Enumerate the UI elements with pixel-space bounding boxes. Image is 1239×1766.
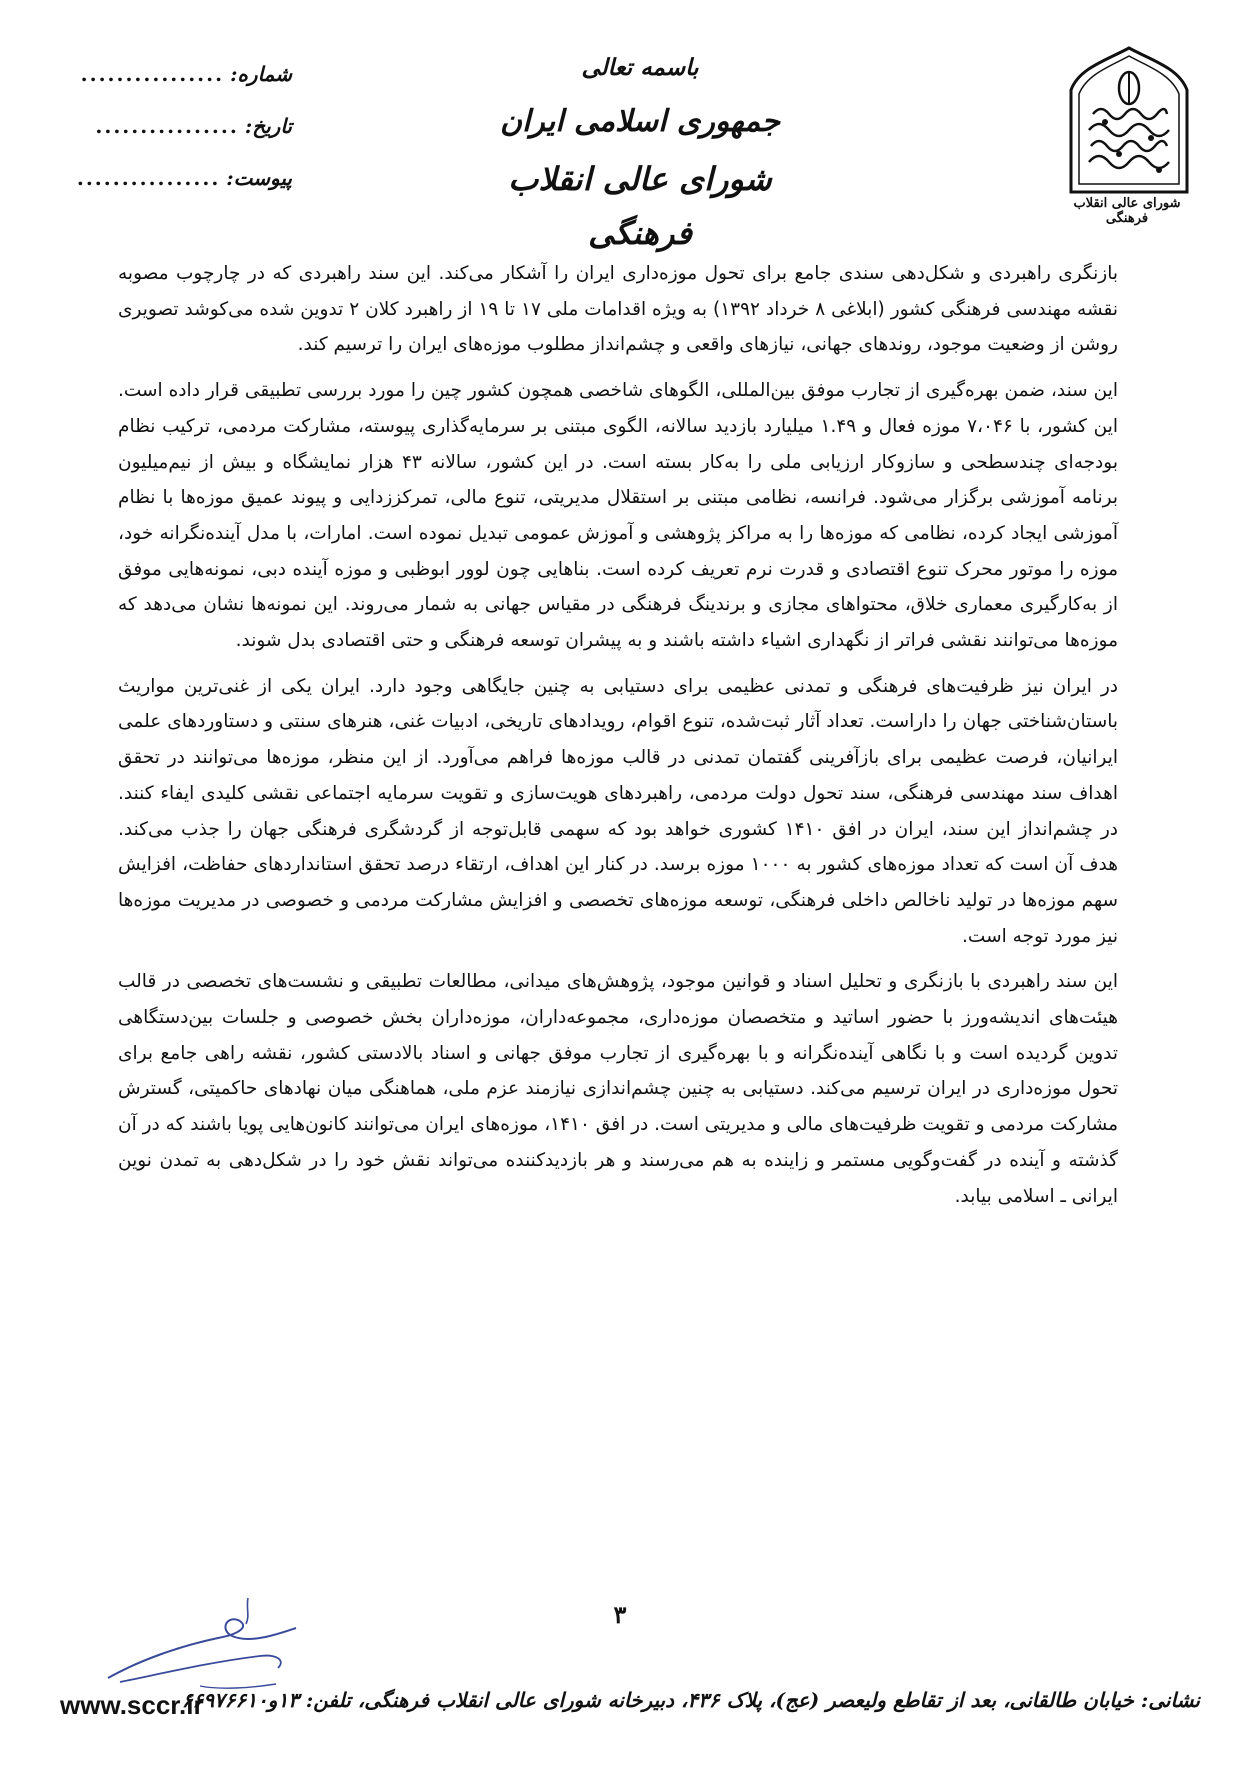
logo-caption: شورای عالی انقلاب فرهنگی: [1073, 196, 1181, 226]
meta-date-row: [52, 114, 292, 166]
council-heading: شورای عالی انقلاب فرهنگی: [508, 160, 772, 252]
body-paragraph-2: این سند، ضمن بهره‌گیری از تجارب موفق بین‌المللی، الگوهای شاخصی همچون کشور چین را مورد بررسی تطبیقی قرار داده است. این کشور، با ۷،۰۴۶ موزه فعال و ۱.۴۹ میلیارد بازدید سالانه، الگوی مبتنی بر سرمایه‌گذاری پیوسته، مشارکت مردمی، ترکیب نظام بودجه‌ای چندسطحی و سازوکار ارزیابی ملی را به‌کار بسته است. در این کشور، سالانه ۴۳ هزار نمایشگاه و بیش از نیم‌میلیون برنامه آموزشی برگزار می‌شود. فرانسه، نظامی مبتنی بر استقلال مدیریتی، تنوع مالی، تمرکززدایی و پیوند عمیق موزه‌ها با نظام آموزشی ایجاد کرده، نظامی که موزه‌ها را به مراکز پژوهشی و آموزش عمومی تبدیل نموده است. امارات، با مدل آینده‌نگرانه خود، موزه را موتور محرک تنوع اقتصادی و قدرت نرم تعریف کرده است. بناهایی چون لوور ابوظبی و موزه آینده دبی، نمونه‌هایی موفق از به‌کارگیری معماری خلاق، محتواهای مجازی و برندینگ فرهنگی در مقیاس جهانی به شمار می‌روند. این نمونه‌ها نشان می‌دهد که موزه‌ها می‌توانند نقشی فراتر از نگهداری اشیاء داشته باشند و به پیشران توسعه فرهنگی و حتی اقتصادی بدل شوند.: [118, 380, 1118, 652]
council-emblem-logo: [1059, 42, 1199, 222]
website-link[interactable]: www.sccr.ir: [60, 1690, 204, 1720]
letter-body: [118, 256, 1118, 1224]
body-paragraph-1: بازنگری راهبردی و شکل‌دهی سندی جامع برای تحول موزه‌داری ایران را آشکار می‌کند. این سند راهبردی که در چارچوب مصوبه نقشه مهندسی فرهنگی کشور (ابلاغی ۸ خرداد ۱۳۹۲) به ویژه اقدامات ملی ۱۷ تا ۱۹ از راهبرد کلان ۲ تدوین شده می‌کوشد تصویری روشن از وضعیت موجود، روندهای جهانی، نیازهای واقعی و چشم‌انداز مطلوب موزه‌های ایران را ترسیم کند.: [118, 263, 1118, 356]
republic-heading: جمهوری اسلامی ایران: [499, 104, 781, 139]
meta-attachment-label: پیوست:: [226, 166, 292, 190]
body-paragraph-4: این سند راهبردی با بازنگری و تحلیل اسناد و قوانین موجود، پژوهش‌های میدانی، مطالعات تطبیقی و نشست‌های تخصصی در قالب هیئت‌های اندیشه‌ورز با حضور اساتید و متخصصان موزه‌داری، مجموعه‌داران، موزه‌داران بخش خصوصی و جلسات بین‌دستگاهی تدوین گردیده است و با نگاهی آینده‌نگرانه و با بهره‌گیری از تجارب موفق جهانی و اسناد بالادستی کشور، نقشه راهی جامع برای تحول موزه‌داری در ایران ترسیم می‌کند. دستیابی به چنین چشم‌اندازی نیازمند عزم ملی، هماهنگی میان نهادهای حاکمیتی، گسترش مشارکت مردمی و تقویت ظرفیت‌های مالی و مدیریتی است. در افق ۱۴۱۰، موزه‌های ایران می‌توانند کانون‌هایی پویا باشند که در آن گذشته و آینده در گفت‌وگویی مستمر و زاینده به هم می‌رسند و هر بازدیدکننده می‌تواند نقش خود را در شکل‌دهی به تمدن نوین ایرانی ـ اسلامی بیابد.: [118, 971, 1118, 1207]
body-paragraph-3: در ایران نیز ظرفیت‌های فرهنگی و تمدنی عظیمی برای دستیابی به چنین جایگاهی وجود دارد. ایران یکی از غنی‌ترین مواریث باستان‌شناختی جهان را داراست. تعداد آثار ثبت‌شده، تنوع اقوام، رویدادهای تاریخی، ادبیات غنی، هنرهای سنتی و دستاوردهای علمی ایرانیان، فرصت عظیمی برای بازآفرینی گفتمان تمدنی در قالب موزه‌ها فراهم می‌آورد. از این منظر، موزه‌ها می‌توانند در تحقق اهداف سند مهندسی فرهنگی، سند تحول دولت مردمی، راهبردهای هویت‌سازی و تقویت سرمایه اجتماعی نقشی کلیدی ایفاء کنند. در چشم‌انداز این سند، ایران در افق ۱۴۱۰ کشوری خواهد بود که سهمی قابل‌توجه از گردشگری فرهنگی جهان را جذب می‌کند. هدف آن است که تعداد موزه‌های کشور به ۱۰۰۰ موزه برسد. در کنار این اهداف، ارتقاء درصد تحقق استانداردهای حفاظت، افزایش سهم موزه‌ها در تولید ناخالص داخلی فرهنگی، توسعه موزه‌های تخصصی و افزایش مشارکت مردمی و خصوصی در مدیریت موزه‌ها نیز مورد توجه است.: [118, 675, 1119, 947]
meta-number-label: شماره:: [230, 62, 292, 86]
letterhead-titles: [470, 48, 810, 260]
meta-attachment-dots: ................: [76, 166, 221, 190]
bismillah-heading: باسمه تعالی: [581, 54, 699, 81]
meta-number-row: [52, 62, 292, 114]
meta-number-dots: ................: [80, 62, 225, 86]
meta-date-label: تاریخ:: [244, 114, 292, 138]
page-number: ۳: [613, 1600, 627, 1629]
letter-meta-fields: [52, 62, 292, 218]
meta-date-dots: ................: [95, 114, 239, 138]
meta-attachment-row: [52, 166, 292, 218]
footer-address: نشانی: خیابان طالقانی، بعد از تقاطع ولیعصر (عج)، پلاک ۴۳۶، دبیرخانه شورای عالی انقلاب فرهنگی، تلفن: ۱۳و۶۶۹۷۶۶۱۰: [181, 1688, 1200, 1712]
handwritten-signature: [100, 1590, 310, 1700]
